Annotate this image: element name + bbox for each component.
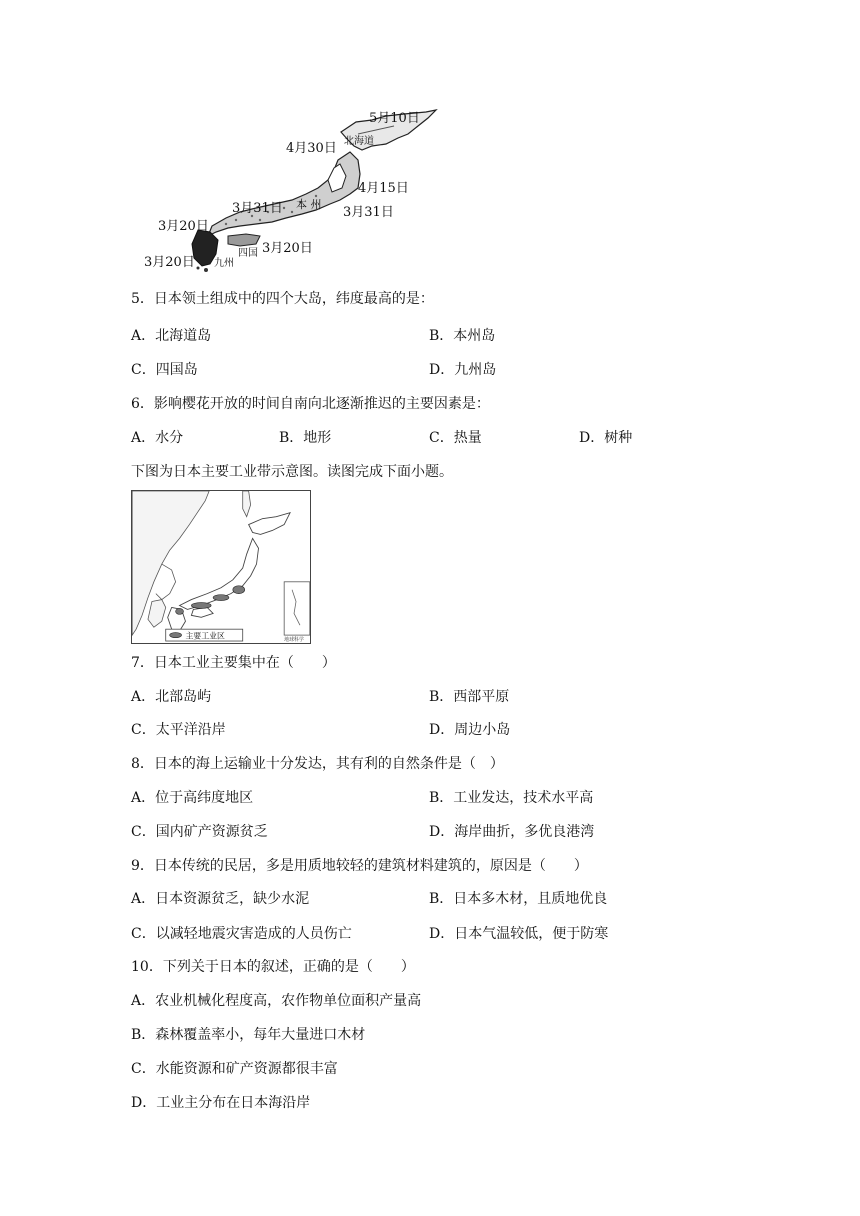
- question-8-option-d[interactable]: D．海岸曲折，多优良港湾: [429, 824, 595, 840]
- industrial-belt-map: [131, 490, 311, 644]
- cherry-blossom-map: [136, 104, 440, 274]
- question-9-option-b[interactable]: B．日本多木材，且质地优良: [429, 891, 608, 907]
- question-6-stem: 6．影响樱花开放的时间自南向北逐渐推迟的主要因素是：: [131, 396, 490, 412]
- label-mar20-top: 3月20日: [158, 219, 209, 234]
- question-6-option-d[interactable]: D．树种: [579, 430, 633, 446]
- honshu-shape: [208, 152, 360, 236]
- question-5-option-b[interactable]: B．本州岛: [429, 328, 496, 344]
- question-7-option-c[interactable]: C．太平洋沿岸: [131, 722, 226, 738]
- label-mar31-left: 3月31日: [232, 201, 283, 216]
- label-may10: 5月10日: [369, 111, 420, 126]
- question-8-stem: 8．日本的海上运输业十分发达，其有利的自然条件是（ ）: [131, 756, 504, 772]
- question-10-stem: 10．下列关于日本的叙述，正确的是（ ）: [131, 959, 415, 975]
- label-honshu: 本 州: [296, 198, 322, 211]
- question-7-option-d[interactable]: D．周边小岛: [429, 722, 511, 738]
- label-shikoku: 四国: [238, 248, 258, 259]
- label-apr15: 4月15日: [358, 181, 409, 196]
- map2-intro: 下图为日本主要工业带示意图。读图完成下面小题。: [131, 464, 453, 480]
- question-5-stem: 5．日本领土组成中的四个大岛，纬度最高的是：: [131, 291, 434, 307]
- question-5-option-d[interactable]: D．九州岛: [429, 362, 497, 378]
- question-9-stem: 9．日本传统的民居，多是用质地较轻的建筑材料建筑的，原因是（ ）: [131, 858, 588, 874]
- question-9-option-d[interactable]: D．日本气温较低，便于防寒: [429, 926, 609, 942]
- question-6-option-a[interactable]: A．水分: [131, 430, 184, 446]
- question-8-option-a[interactable]: A．位于高纬度地区: [131, 790, 254, 806]
- question-6-option-b[interactable]: B．地形: [279, 430, 332, 446]
- label-apr30: 4月30日: [286, 141, 337, 156]
- question-8-option-c[interactable]: C．国内矿产资源贫乏: [131, 824, 268, 840]
- question-7-option-b[interactable]: B．西部平原: [429, 689, 510, 705]
- question-9-option-c[interactable]: C．以减轻地震灾害造成的人员伤亡: [131, 926, 352, 942]
- label-hokkaido: 北海道: [344, 136, 374, 147]
- question-7-stem: 7．日本工业主要集中在（ ）: [131, 655, 336, 671]
- map2-source-label: 地球科学: [284, 637, 304, 644]
- question-5-option-a[interactable]: A．北海道岛: [131, 328, 212, 344]
- label-kyushu: 九州: [214, 258, 234, 269]
- question-5-option-c[interactable]: C．四国岛: [131, 362, 198, 378]
- question-10-option-c[interactable]: C．水能资源和矿产资源都很丰富: [131, 1061, 338, 1077]
- label-mar20-mid: 3月20日: [262, 241, 313, 256]
- label-mar31-right: 3月31日: [343, 205, 394, 220]
- question-7-option-a[interactable]: A．北部岛屿: [131, 689, 212, 705]
- question-10-option-a[interactable]: A．农业机械化程度高，农作物单位面积产量高: [131, 993, 422, 1009]
- question-10-option-d[interactable]: D．工业主分布在日本海沿岸: [131, 1095, 311, 1111]
- question-8-option-b[interactable]: B．工业发达，技术水平高: [429, 790, 594, 806]
- question-10-option-b[interactable]: B．森林覆盖率小，每年大量进口木材: [131, 1027, 366, 1043]
- shikoku-shape: [228, 234, 260, 246]
- map2-legend-label: 主要工业区: [185, 631, 225, 641]
- question-6-option-c[interactable]: C．热量: [429, 430, 482, 446]
- question-9-option-a[interactable]: A．日本资源贫乏，缺少水泥: [131, 891, 310, 907]
- label-mar20-bottom: 3月20日: [144, 255, 195, 270]
